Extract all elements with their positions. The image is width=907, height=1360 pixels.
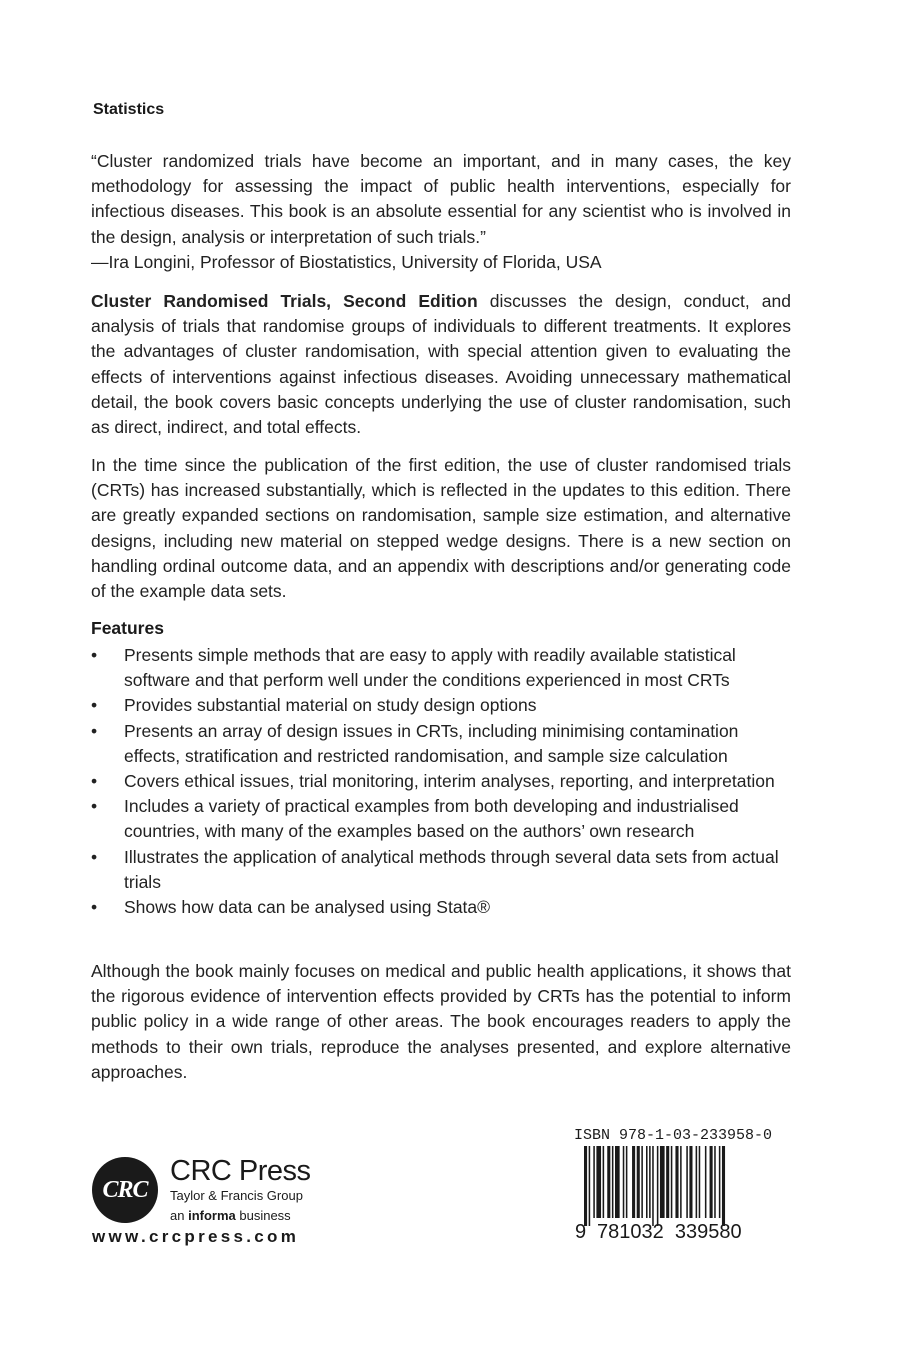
book-title: Cluster Randomised Trials, Second Edition [91,291,478,311]
bullet-icon: • [91,720,98,741]
isbn-label: ISBN 978-1-03-233958-0 [574,1127,773,1144]
barcode-bar [612,1146,614,1218]
barcode-bar [705,1146,707,1218]
endorsement-quote [91,149,791,275]
publisher-group: Taylor & Francis Group [170,1188,303,1203]
barcode-bar [680,1146,682,1218]
barcode-bar [710,1146,713,1218]
feature-text: Presents simple methods that are easy to apply with readily available statistical software and that perform well under the conditions experienced in most CRTs [124,645,736,691]
barcode-bar [593,1146,595,1218]
feature-item [91,769,791,794]
barcode-bar [646,1146,648,1218]
barcode-bar [714,1146,716,1218]
feature-item [91,643,791,693]
barcode-bar [596,1146,601,1218]
barcode-bar [722,1146,725,1226]
crc-logo-icon: CRC [92,1157,158,1223]
feature-item [91,845,791,895]
barcode-bar [689,1146,692,1218]
barcode-bar [589,1146,591,1226]
bullet-icon: • [91,645,98,665]
barcode-bar [666,1146,669,1218]
barcode-bar [603,1146,605,1218]
barcode-bar [584,1146,587,1226]
barcode-bar [632,1146,635,1218]
informa-tagline: an informa business [170,1208,291,1223]
barcode-bar [615,1146,620,1218]
feature-text: Covers ethical issues, trial monitoring, interim analyses, reporting, and interpretation [124,771,775,792]
feature-item [91,719,791,769]
quote-text: “Cluster randomized trials have become an important, and in many cases, the key methodology for assessing the impact of public health interventions, especially for infectious diseases. This book is an absolute essential for any scientist who is involved in the design, analysis or interpretation of such trials.” [91,151,791,247]
barcode-bar [641,1146,643,1218]
closing-text: Although the book mainly focuses on medical and public health applications, it shows that the rigorous evidence of intervention effects provided by CRTs has the potential to inform public policy in a wide range of other areas. The book encourages readers to apply the methods to their own trials, reproduce the analyses presented, and explore alternative approaches. [91,961,791,1082]
features-heading: Features [91,618,164,638]
feature-item [91,693,791,718]
feature-text: Illustrates the application of analytical methods through several data sets from actual trials [124,846,779,892]
barcode-icon [584,1146,782,1226]
feature-text: Shows how data can be analysed using Stata® [124,897,491,918]
feature-item [91,895,791,920]
book-description [91,289,791,440]
barcode-bar [652,1146,654,1226]
publisher-name: CRC Press [170,1155,311,1187]
feature-item [91,794,791,844]
barcode-bar [657,1146,659,1226]
quote-attribution: —Ira Longini, Professor of Biostatistics, University of Florida, USA [91,251,602,272]
barcode-bar [719,1146,721,1218]
barcode-bar [675,1146,678,1218]
history-text: In the time since the publication of the first edition, the use of cluster randomised trials (CRTs) has increased substantially, which is reflected in the updates to this edition. There are greatly expanded sections on randomisation, sample size estimation, and alternative designs, including new material on stepped wedge designs. There is a new section on handling ordinal outcome data, and an appendix with descriptions and/or generating code of the example data sets. [91,455,791,602]
bullet-icon: • [91,771,98,792]
barcode-bar [649,1146,651,1218]
barcode-bar [686,1146,688,1218]
category-label: Statistics [93,101,165,118]
feature-text: Includes a variety of practical examples from both developing and industrialised countries, with many of the examples based on the authors’ own research [124,796,739,842]
bullet-icon: • [91,796,98,817]
barcode-bar [696,1146,698,1218]
barcode-bar [660,1146,665,1218]
edition-history [91,453,791,604]
feature-text: Provides substantial material on study design options [124,695,537,716]
bullet-icon: • [91,897,98,918]
bullet-icon: • [91,695,98,716]
feature-text: Presents an array of design issues in CRTs, including minimising contamination effects, stratification and restricted randomisation, and sample size calculation [124,720,739,766]
barcode-bar [699,1146,701,1218]
barcode-bar [623,1146,625,1218]
barcode-bar [671,1146,673,1218]
features-list [91,643,791,920]
closing-paragraph [91,959,791,1085]
isbn-barcode-area [572,1127,797,1249]
barcode-bar [607,1146,610,1218]
bullet-icon: • [91,846,98,867]
description-body: discusses the design, conduct, and analysis of trials that randomise groups of individuals to different treatments. It explores the advantages of cluster randomisation, with special attention given to evaluating the effects of interventions against infectious diseases. Avoiding unnecessary mathematical detail, the book covers basic concepts underlying the use of cluster randomisation, such as direct, indirect, and total effects. [91,291,791,438]
barcode-bar [626,1146,628,1218]
barcode-bar [637,1146,640,1218]
publisher-url: www.crcpress.com [92,1227,300,1246]
barcode-digits: 9 781032 339580 [575,1221,742,1243]
